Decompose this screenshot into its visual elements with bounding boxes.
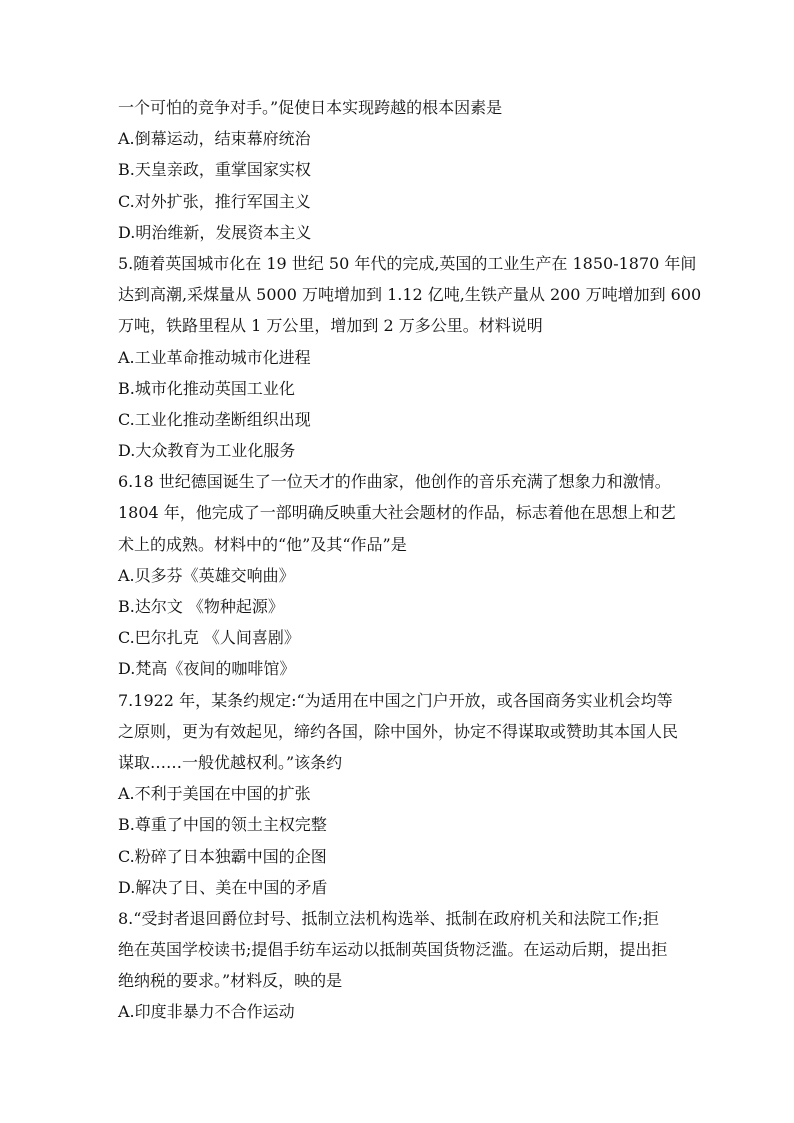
q7-stem-line-1: 7.1922 年，某条约规定:“为适用在中国之门户开放，或各国商务实业机会均等 [118,690,673,710]
q7-stem-line-3: 谋取……一般优越权利。”该条约 [118,752,343,772]
q4-option-d: D.明治维新，发展资本主义 [118,222,312,242]
q8-option-a: A.印度非暴力不合作运动 [118,1002,295,1022]
q4-option-a: A.倒幕运动，结束幕府统治 [118,129,311,149]
q8-stem-line-3: 绝纳税的要求。”材料反，映的是 [118,971,343,991]
q6-option-d: D.梵高《夜间的咖啡馆》 [118,659,296,679]
q8-stem-line-1: 8.“受封者退回爵位封号、抵制立法机构选举、抵制在政府机关和法院工作;拒 [118,908,659,928]
q7-option-c: C.粉碎了日本独霸中国的企图 [118,846,327,866]
q7-option-a: A.不利于美国在中国的扩张 [118,784,311,804]
q7-option-b: B.尊重了中国的领土主权完整 [118,815,327,835]
q6-stem-line-1: 6.18 世纪德国诞生了一位天才的作曲家，他创作的音乐充满了想象力和激情。 [118,472,671,492]
q6-stem-line-3: 术上的成熟。材料中的“他”及其“作品”是 [118,534,407,554]
q5-option-c: C.工业化推动垄断组织出现 [118,409,311,429]
q6-option-b: B.达尔文 《物种起源》 [118,597,284,616]
q6-stem-line-2: 1804 年，他完成了一部明确反映重大社会题材的作品，标志着他在思想上和艺 [118,503,676,523]
q4-stem-continuation: 一个可怕的竞争对手。”促使日本实现跨越的根本因素是 [118,98,503,117]
q6-option-a: A.贝多芬《英雄交响曲》 [118,565,295,585]
q5-option-d: D.大众教育为工业化服务 [118,441,296,461]
q8-stem-line-2: 绝在英国学校读书;提倡手纺车运动以抵制英国货物泛滥。在运动后期，提出拒 [118,940,668,960]
q5-option-a: A.工业革命推动城市化进程 [118,347,311,367]
q4-option-b: B.天皇亲政，重掌国家实权 [118,160,311,180]
q4-option-c: C.对外扩张，推行军国主义 [118,191,311,211]
q6-option-c: C.巴尔扎克 《人间喜剧》 [118,628,300,648]
q5-stem-line-3: 万吨，铁路里程从 1 万公里，增加到 2 万多公里。材料说明 [118,316,543,336]
document-body [118,92,702,1028]
q7-stem-line-2: 之原则，更为有效起见，缔约各国，除中国外，协定不得谋取或赞助其本国人民 [118,721,679,741]
q7-option-d: D.解决了日、美在中国的矛盾 [118,877,328,897]
q5-option-b: B.城市化推动英国工业化 [118,378,295,398]
q5-stem-line-1: 5.随着英国城市化在 19 世纪 50 年代的完成,英国的工业生产在 1850-1870 年间 [118,253,697,273]
q5-stem-line-2: 达到高潮,采煤量从 5000 万吨增加到 1.12 亿吨,生铁产量从 200 万吨增加到 600 [118,285,702,305]
